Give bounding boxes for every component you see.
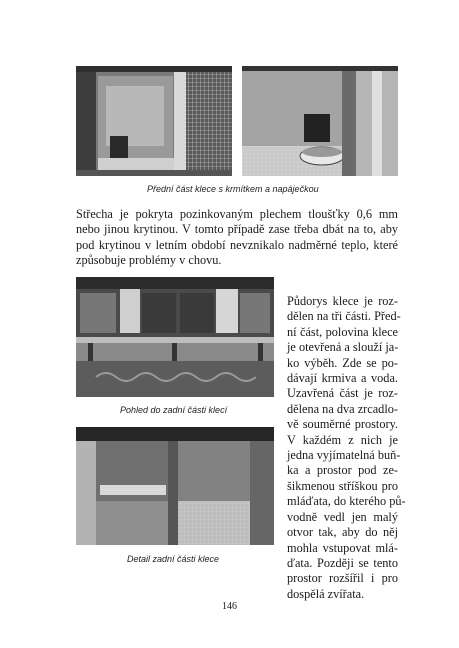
text-line: mláďata, do kterého pů- — [287, 494, 406, 509]
text-line: Střecha je pokryta pozinkovaným plechem tloušťky 0,6 mm — [76, 207, 398, 221]
text-line: mohla vstupovat mlá- — [287, 540, 398, 555]
text-line: Uzavřená část je roz- — [287, 386, 398, 401]
text-line: dělena na dva zrcadlo- — [287, 401, 398, 416]
text-line: dávají krmiva a voda. — [287, 371, 398, 386]
text-line: vě souměrné prostory. — [287, 417, 398, 432]
text-line: dospělá zvířata. — [287, 586, 365, 601]
photo-cage-rear-detail — [76, 427, 274, 545]
photo-cage-rear-view — [76, 277, 274, 397]
text-line: ko výběh. Zde se po- — [287, 355, 398, 370]
text-line: je otevřená a slouží ja- — [287, 340, 399, 355]
text-line: ní část, polovina klece — [287, 324, 398, 339]
page-number: 146 — [222, 601, 237, 612]
photo-cage-front-right — [242, 66, 398, 176]
text-line: prostor rozšířil i pro — [287, 571, 398, 586]
text-line: otvor tak, aby do něj — [287, 525, 398, 540]
text-line: nebo jinou krytinou. V tomto případě zase třeba dbát na to, aby — [76, 222, 398, 237]
caption-top: Přední část klece s krmítkem a napáječkou — [147, 184, 319, 194]
text-line: ka a prostor pod ze- — [287, 463, 398, 478]
text-line: ďata. Později se tento — [287, 555, 398, 570]
text-line: pod krytinou v letním období nevznikalo nadměrné teplo, které — [76, 237, 398, 252]
text-line: šikmenou stříškou pro — [287, 478, 398, 493]
text-line: dělen na tři části. Před- — [287, 309, 401, 324]
text-line: V každém z nich je — [287, 432, 398, 447]
text-line: Půdorys klece je roz- — [287, 294, 398, 308]
text-line: způsobuje problémy v chovu. — [76, 253, 222, 268]
caption-bottom: Detail zadní části klece — [127, 554, 220, 564]
paragraph-floor-plan — [287, 294, 406, 602]
caption-middle: Pohled do zadní části klecí — [120, 405, 228, 415]
paragraph-roof — [76, 207, 398, 269]
text-line: jedna vyjímatelná buň- — [287, 448, 401, 463]
text-line: vodně vedl jen malý — [287, 509, 398, 524]
photo-cage-front-left — [76, 66, 232, 176]
